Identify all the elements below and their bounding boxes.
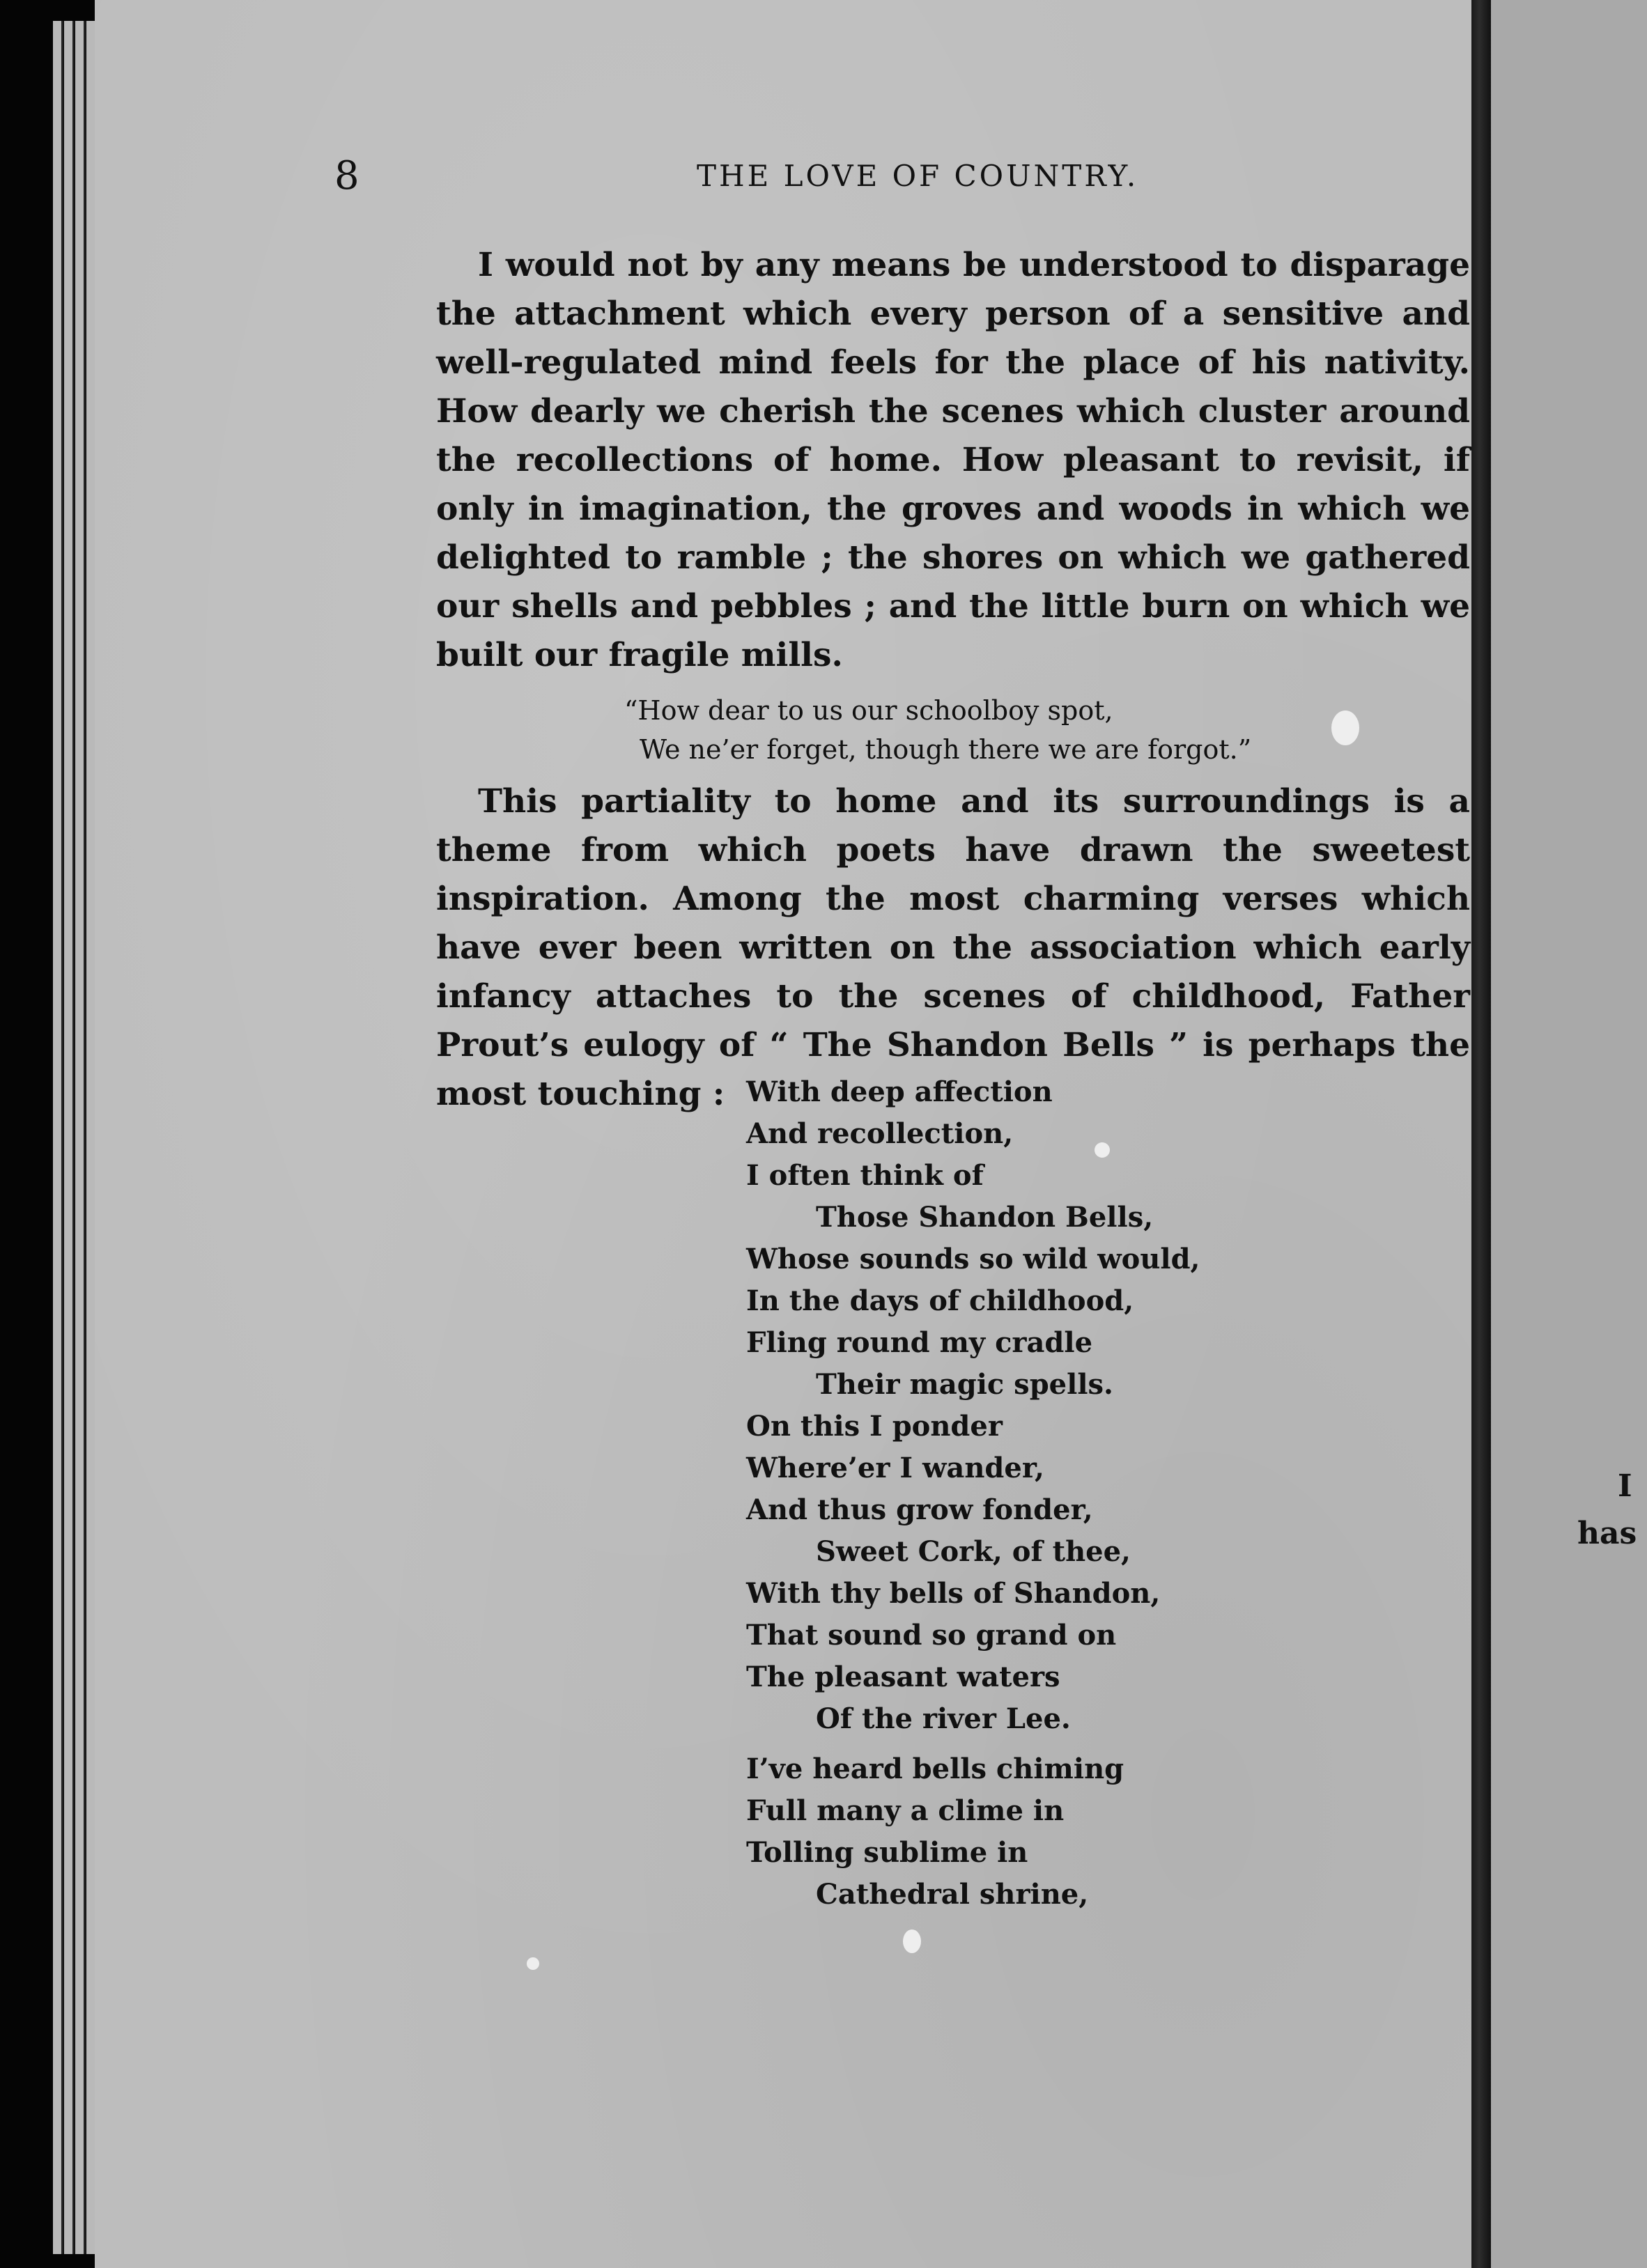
scan-speck	[1331, 710, 1359, 745]
verse-line: And thus grow fonder,	[746, 1493, 1093, 1526]
quote-line-1: “How dear to us our schoolboy spot,	[624, 695, 1113, 726]
page-edge	[53, 21, 63, 2254]
verse-line: Their magic spells.	[816, 1368, 1113, 1401]
verse-line: Cathedral shrine,	[816, 1878, 1089, 1911]
verse-line: I’ve heard bells chiming	[746, 1753, 1124, 1785]
running-title: THE LOVE OF COUNTRY.	[697, 159, 1139, 193]
verse-line: With deep affection	[746, 1075, 1053, 1108]
verse-line: Whose sounds so wild would,	[746, 1243, 1200, 1275]
paragraph-2: This partiality to home and its surroundings is a theme from which poets have drawn the sweetest inspiration. Among the most charming verses which have ever been written on the association which early infancy attaches to the scenes of childhood, Father Prout’s eulogy of “ The Shandon Bells ” is perhaps the most touching :	[436, 782, 1470, 1113]
verse-line: With thy bells of Shandon,	[746, 1577, 1161, 1610]
page-edge	[75, 21, 86, 2254]
next-page-text: I	[1618, 1468, 1632, 1504]
verse-line: That sound so grand on	[746, 1619, 1117, 1652]
shandon-bells-verse	[746, 1071, 1200, 1916]
scan-speck	[527, 1957, 539, 1970]
verse-line: And recollection,	[746, 1117, 1014, 1150]
page-edge	[64, 21, 75, 2254]
book-page	[95, 0, 1480, 2268]
verse-line: On this I ponder	[746, 1410, 1003, 1443]
verse-line: In the days of childhood,	[746, 1284, 1134, 1317]
quote-line-2: We ne’er forget, though there we are forgot.”	[640, 734, 1252, 765]
schoolboy-quote	[624, 691, 1251, 769]
page-header	[334, 153, 1407, 202]
verse-line: Full many a clime in	[746, 1794, 1065, 1827]
next-page-text: has	[1577, 1516, 1637, 1551]
page-fold-shadow	[1471, 0, 1491, 2268]
verse-line: I often think of	[746, 1159, 984, 1192]
verse-line: Tolling sublime in	[746, 1836, 1028, 1869]
verse-line: Fling round my cradle	[746, 1326, 1093, 1359]
page-number: 8	[334, 153, 359, 199]
paragraph-1: I would not by any means be understood to disparage the attachment which every person of a sensitive and well-regulated mind feels for the place of his nativity. How dearly we cherish the scenes which cluster around the recollections of home. How pleasant to revisit, if only in imagination, the groves and woods in which we delighted to ramble ; the shores on which we gathered our shells and pebbles ; and the little burn on which we built our fragile mills.	[436, 246, 1470, 674]
scan-speck	[1095, 1142, 1110, 1158]
next-page-fragment	[1491, 0, 1647, 2268]
verse-line: The pleasant waters	[746, 1661, 1060, 1693]
scan-speck	[903, 1929, 921, 1953]
verse-line: Where’er I wander,	[746, 1452, 1044, 1484]
verse-line: Sweet Cork, of thee,	[816, 1535, 1131, 1568]
verse-line: Those Shandon Bells,	[816, 1201, 1154, 1234]
verse-line: Of the river Lee.	[816, 1702, 1071, 1735]
